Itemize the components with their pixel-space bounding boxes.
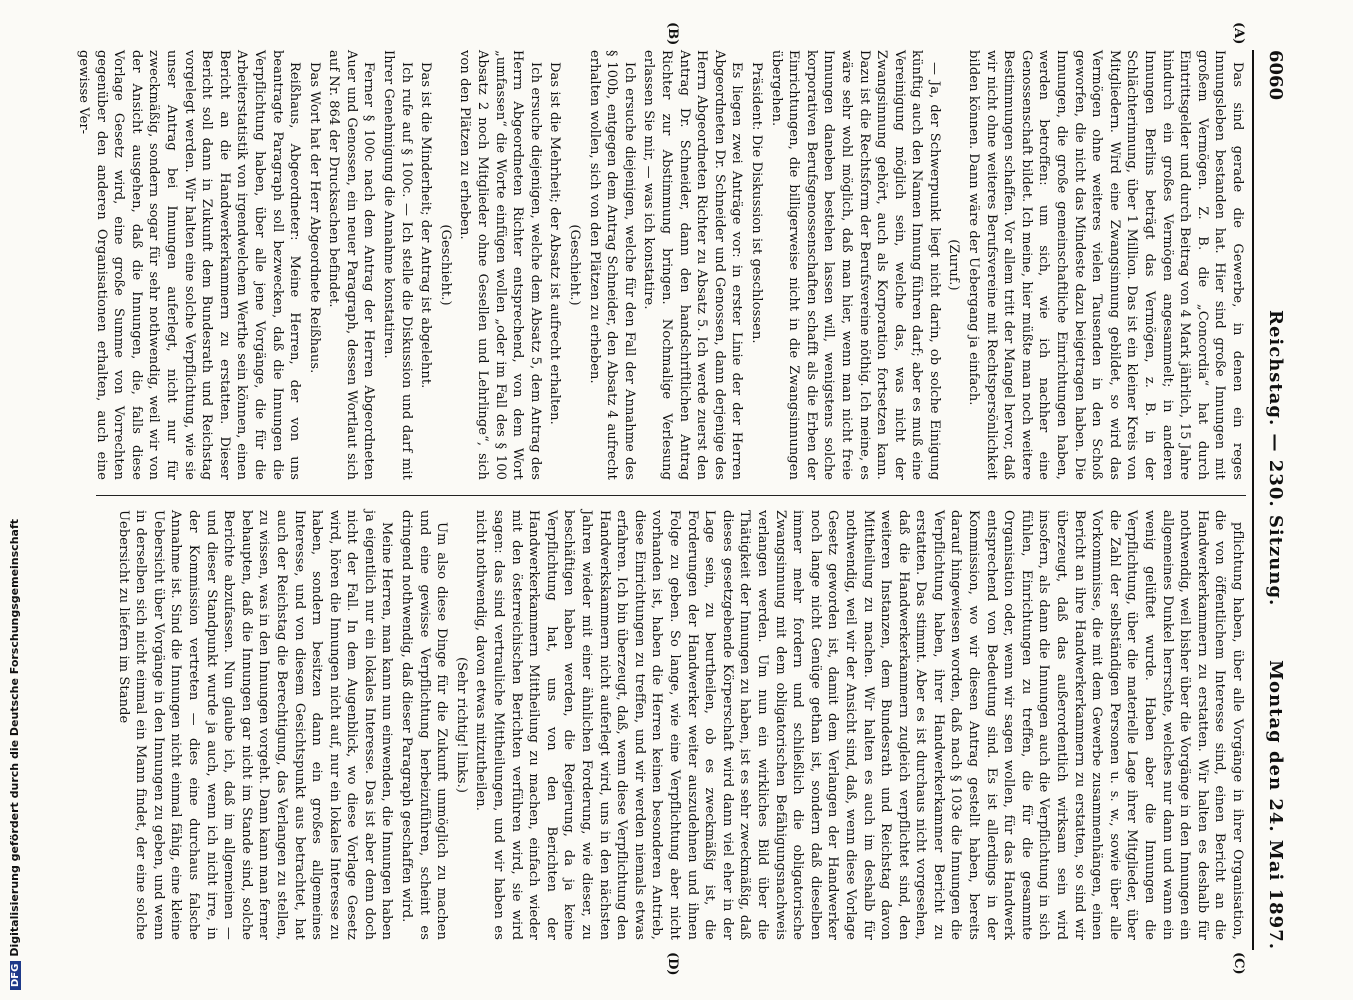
footer-credit [8, 0, 21, 990]
left-column-paragraph: (Zuruf.) [946, 239, 962, 291]
left-column-paragraph: (Geschieht.) [567, 224, 583, 306]
right-column-paragraph: (Sehr richtig! links.) [453, 656, 469, 794]
right-column-paragraph: Um also diese Dinge für die Zukunft unmöglich zu machen und eine gewisse Verpflichtung herbeizuführen, scheint es dringend nothwendig, daß dieser Paragraph geschaffen wird. [399, 510, 450, 940]
left-column-paragraph: — Ja, der Schwerpunkt liegt nicht darin, ob solche Einigung künftig auch den Namen Innung führen darf; aber es muß eine Vereinigung möglich sein, welche das, was nicht der Zwangsinnung gehört, auch als Korporation fortsetzen kann. Dazu ist die Rechtsform der Berufsvereine nöthig. Ich meine, es wäre sehr wohl möglich, daß man hier, wenn man nicht freie Innungen daneben bestehen lassen will, wenigstens solche korporativen Berufsgenossenschaften schafft als die Erben der Einrichtungen, die billigerweise nicht in die Zwangsinnungen übergehen. [768, 50, 942, 480]
left-column-paragraph: (Geschieht.) [437, 224, 453, 306]
column-divider [96, 495, 1246, 496]
page-date: Montag den 24. Mai 1897. [1265, 660, 1286, 950]
margin-marker-c: (C) [1231, 952, 1246, 975]
left-column-paragraph: Das ist die Minderheit; der Antrag ist abgelehnt. [418, 62, 434, 389]
left-column-paragraph: Ich ersuche diejenigen, welche für den Fall der Annahme des § 100b, entgegen dem Antrag Schneider, den Absatz 4 aufrecht erhalten wollen, sich von den Plätzen zu erheben. [586, 50, 637, 480]
left-column-paragraph: Ich ersuche diejenigen, welche dem Absatz 5, dem Antrag des Herrn Abgeordneten Richter entsprechend, von dem Wort „umfassen“ die Worte einfügen wollen „oder im Fall des § 100 Absatz 2 noch Mitglieder ohne Gesellen und Lehrlinge“, sich von den Plätzen zu erheben. [457, 50, 543, 480]
right-column-paragraph: pflichtung haben, über alle Vorgänge in ihrer Organisation, die von öffentlichem Interesse sind, einen Bericht an die Handwerkerkammern zu erstatten. Wir halten es deshalb für nothwendig, weil bisher über die Vorgänge in den Innungen ein allgemeines Dunkel herrschte, welches nur dann und wann ein wenig gelüftet wurde. Haben aber die Innungen die Verpflichtung, über die materielle Lage ihrer Mitglieder, über die Zahl der selbständigen Personen u. s. w., sowie über alle Vorkommnisse, die mit dem Gewerbe zusammenhängen, einen Bericht an ihre Handwerkerkammern zu erstatten, so sind wir überzeugt, daß das außerordentlich wirksam sein wird insofern, als dann die Innungen auch die Verpflichtung in sich fühlen, Einrichtungen zu treffen, die für die gesammte Organisation oder, wenn wir sagen wollen, für das Handwerk entsprechend von Bedeutung sind. Es ist allerdings in der Kommission, wo wir diesen Antrag gestellt haben, bereits darauf hingewiesen worden, daß nach § 103e die Innungen die Verpflichtung haben, ihrer Handwerkerkammer Bericht zu erstatten. Das stimmt. Aber es ist durchaus nicht vorgesehen, daß die Handwerkerkammern zugleich verpflichtet sind, den weiteren Instanzen, dem Bundesrath und Reichstag davon Mittheilung zu machen. Wir halten es auch im deshalb für nothwendig, weil wir der Ansicht sind, daß, wenn diese Vorlage Gesetz geworden ist, damit dem Verlangen der Handwerker noch lange nicht Genüge gethan ist, sondern daß dieselben immer mehr fordern und schließlich die obligatorische Zwangsinnung mit dem obligatorischen Befähigungsnachweis verlangen werden. Um nun ein wirkliches Bild über die Thätigkeit der Innungen zu haben, ist es sehr zweckmäßig, daß dieses gesetzgebende Körperschaft wird dann viel eher in der Lage sein, zu beurtheilen, ob es zweckmäßig ist, die Forderungen der Handwerker weiter auszudehnen und ihnen Folge zu geben. So lange, wie eine Verpflichtung aber nicht vorhanden ist, haben die Herren keinen besonderen Antrieb, diese Einrichtungen zu treffen, und wir werden niemals etwas erfahren. Ich bin überzeugt, daß, wenn diese Verpflichtung den Handwerkskammern nicht auferlegt wird, uns in den nächsten Jahren wieder mit einer ähnlichen Forderung, wie dieser, zu beschäftigen haben werden, die Regierung, da ja keine Verpflichtung hat, uns von den Berichten der Handwerkerkammern Mittheilung zu machen, einfach wieder mit den österreichischen Berichten verführen wird, sie wird sagen: das sind vertrauliche Mittheilungen, und wir haben es nicht nothwendig, davon etwas mitzutheilen. [473, 510, 1245, 940]
page-number: 6060 [1265, 50, 1286, 101]
left-column-paragraph: Das Wort hat der Herr Abgeordnete Reißhaus. [306, 62, 322, 374]
page-header [1256, 50, 1290, 950]
left-column-paragraph: Es liegen zwei Anträge vor: in erster Linie der der Herren Abgeordneten Dr. Schneider und Genossen, dann derjenige des Herrn Abgeordneten Richter zu Absatz 5. Ich werde zuerst den Antrag Dr. Schneider, dann den handschriftlichen Antrag Richter zur Abstimmung bringen. Nochmalige Verlesung erlassen Sie mir, — was ich konstatire. [641, 50, 745, 480]
footer [8, 0, 30, 1000]
left-column-paragraph: Das sind gerade die Gewerbe, in denen ein reges Innungsleben bestanden hat. Hier sind große Innungen mit großem Vermögen. Z. B. die „Concordia“ hat durch Eintrittsgelder und durch Beitrag von 4 Mark jährlich, 15 Jahre hindurch ein großes Vermögen angesammelt; in anderen Innungen Berlins beträgt das Vermögen, z. B. in der Schlächterinnung, über 1 Million. Das ist ein kleiner Kreis von Mitgliedern. Wird eine Zwangsinnung gebildet, so wird das Vermögen ohne weiteres vielen Tausenden in den Schoß geworfen, die nicht das Mindeste dazu beigetragen haben. Die Innungen, die große gemeinschaftliche Einrichtungen haben, werden betroffen: um sich, wie ich nachher eine Genossenschaft bildet. Ich meine, hier müßte man noch weitere Bestimmungen schaffen. Vor allem tritt der Mangel hervor, daß wir nicht ohne weiteres Berufsvereine mit Rechtspersönlichkeit bilden können. Dann wäre der Uebergang ja einfach. [966, 50, 1245, 480]
footer-text: Digitalisierung gefördert durch die Deutsche Forschungsgemeinschaft [8, 518, 21, 957]
left-column [76, 50, 1246, 480]
margin-marker-a: (A) [1231, 22, 1246, 45]
margin-marker-b: (B) [665, 22, 680, 46]
left-column-paragraph: Präsident: Die Diskussion ist geschlossen. [748, 62, 764, 344]
rotated-page-content [60, 22, 1290, 976]
right-column [86, 510, 1246, 940]
page-title: Reichstag. — 230. Sitzung. [1265, 310, 1286, 607]
margin-marker-d: (D) [665, 952, 680, 976]
left-column-paragraph: Ferner § 100c nach dem Antrag der Herren Abgeordneten Auer und Genossen, ein neuer Paragraph, dessen Wortlaut sich auf Nr. 864 der Drucksachen befindet. [326, 50, 377, 480]
left-column-paragraph: Das ist die Mehrheit; der Absatz ist aufrecht erhalten. [547, 62, 563, 425]
left-column-paragraph: Reißhaus, Abgeordneter: Meine Herren, der von uns beantragte Paragraph soll bezwecken, daß die Innungen die Verpflichtung haben, über alle jene Vorgänge, die für die Arbeiterstatistik von irgendwelchem Werthe sein können, einen Bericht an die Handwerkerkammern zu erstatten. Dieser Bericht soll dann in Zukunft dem Bundesrath und Reichstag vorgelegt werden. Wir halten eine solche Verpflichtung, wie sie unser Antrag bei Innungen auferlegt, nicht nur für zweckmäßig, sondern sogar für sehr nothwendig, weil wir von der Ansicht ausgehen, daß die Innungen, die, falls diese Vorlage Gesetz wird, eine große Summe von Vorrechten gegenüber den anderen Organisationen erhalten, auch eine gewisse Ver- [76, 50, 303, 480]
header-rule [1252, 50, 1254, 950]
right-column-paragraph: Meine Herren, man kann nun einwenden, die Innungen haben ja eigentlich nur ein lokales Interesse. Das ist aber denn doch nicht der Fall. In dem Augenblick, wo diese Vorlage Gesetz wird, hören die Innungen nicht auf, nur ein lokales Interesse zu haben, sondern besitzen dann ein großes allgemeines Interesse, und von diesem Gesichtspunkt aus betrachtet, hat auch der Reichstag die Berechtigung, das Verlangen zu stellen, zu wissen, was in den Innungen vorgeht. Dann kann man ferner behaupten, daß die Innungen gar nicht im Stande sind, solche Berichte abzufassen. Nun glaube ich, daß im allgemeinen — und dieser Standpunkt wurde ja auch, wenn ich nicht irre, in der Kommission vertreten — dies eine durchaus falsche Annahme ist. Sind die Innungen nicht einmal fähig, eine kleine Uebersicht über Vorgänge in den Innungen zu geben, und wenn in derselben sich nicht einmal ein Mann findet, der eine solche Uebersicht zu liefern im Stande [115, 510, 395, 940]
left-column-paragraph: Ich rufe auf § 100c. — Ich stelle die Diskussion und darf mit Ihrer Genehmigung die Annahme konstatiren. [381, 50, 414, 480]
dfg-logo: DFG [10, 961, 21, 990]
